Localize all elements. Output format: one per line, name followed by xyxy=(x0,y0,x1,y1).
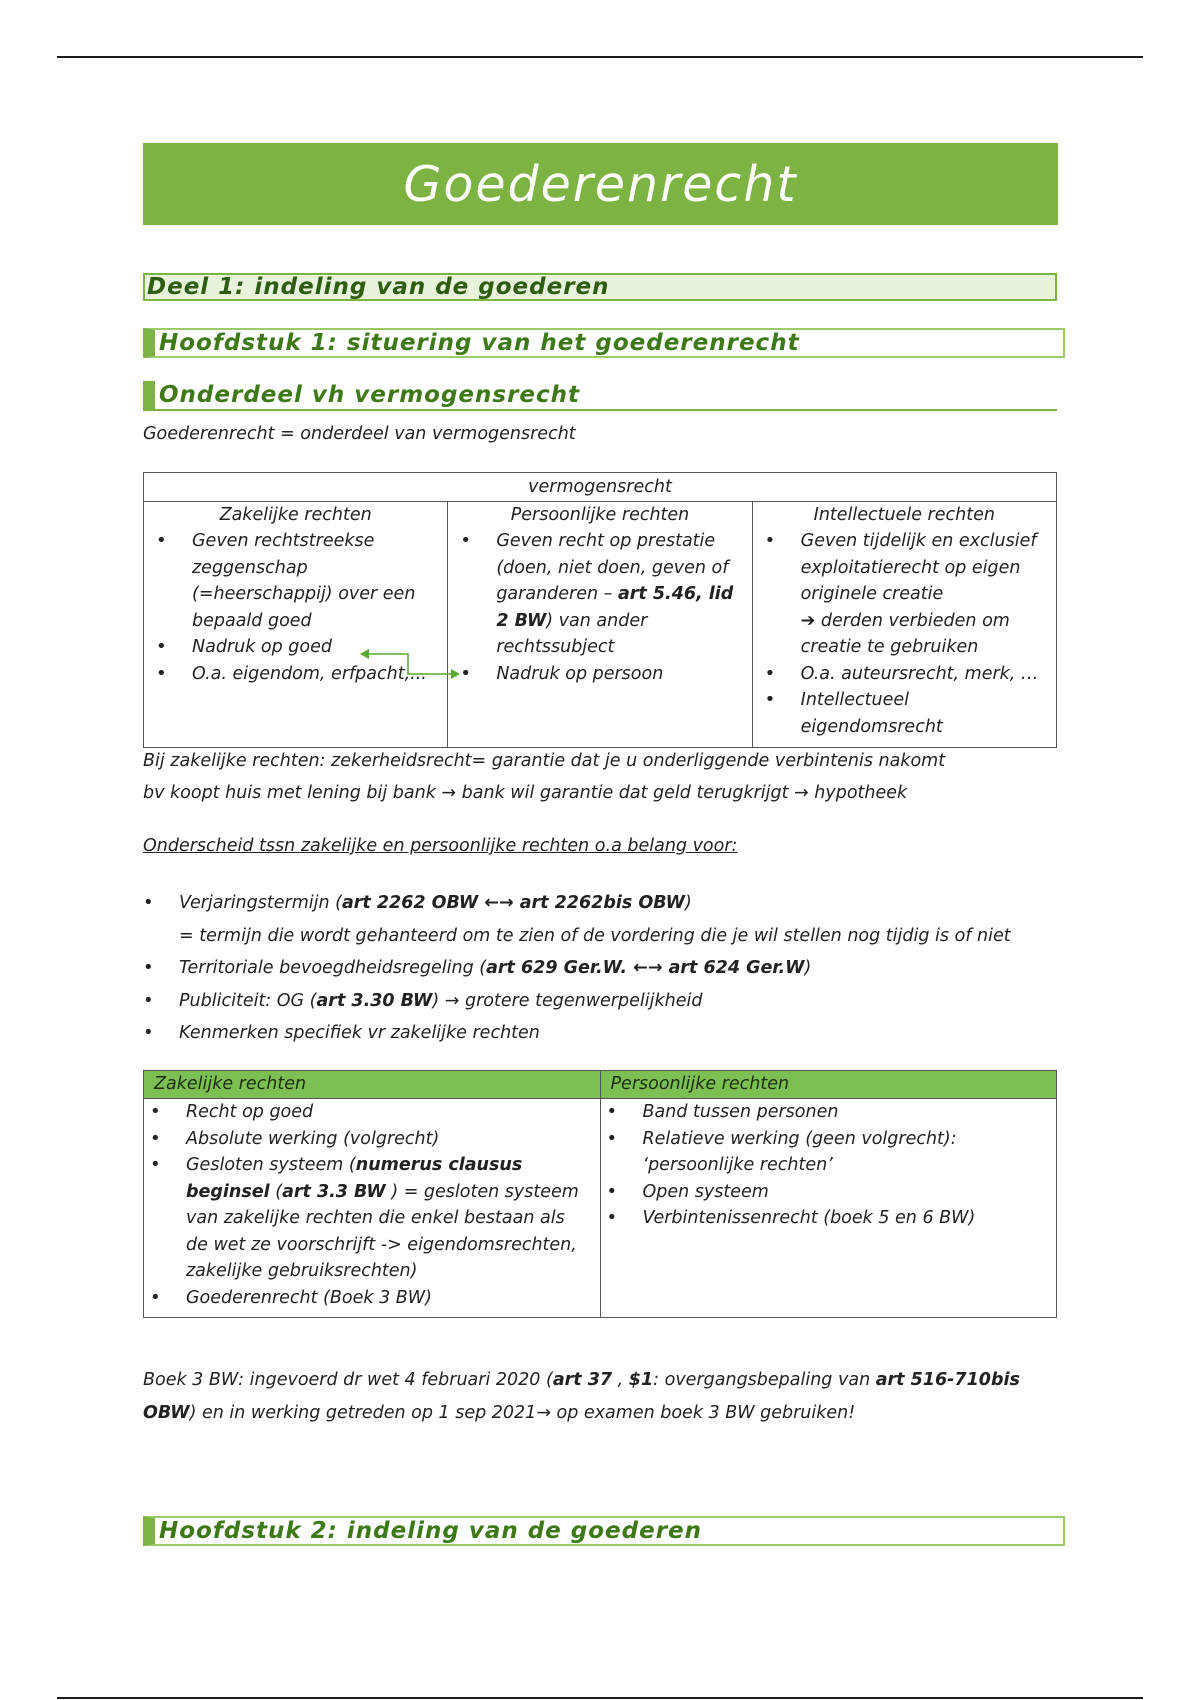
list-item: • Verjaringstermijn (art 2262 OBW ←→ art 2262bis OBW) xyxy=(143,887,1073,920)
onderscheid-label: Onderscheid tssn zakelijke en persoonlijke rechten o.a belang voor: xyxy=(143,836,738,856)
boek3-line-1: Boek 3 BW: ingevoerd dr wet 4 februari 2020 (art 37 , $1: overgangsbepaling van art 516-710bis xyxy=(143,1370,1020,1390)
list-item: • Territoriale bevoegdheidsregeling (art 629 Ger.W. ←→ art 624 Ger.W) xyxy=(143,952,1073,985)
list-item: • Publiciteit: OG (art 3.30 BW) → grotere tegenwerpelijkheid xyxy=(143,985,1073,1018)
list-item: • Geven recht op prestatie (doen, niet doen, geven of garanderen – art 5.46, lid 2 BW) van ander rechtssubject xyxy=(454,528,745,661)
list-item: • Nadruk op persoon xyxy=(454,661,745,688)
table-header: vermogensrecht xyxy=(144,473,1056,502)
column-header: Zakelijke rechten xyxy=(144,1071,600,1099)
section-heading: Onderdeel vh vermogensrecht xyxy=(143,381,1057,411)
part-heading: Deel 1: indeling van de goederen xyxy=(143,273,1057,301)
intro-text: Goederenrecht = onderdeel van vermogensrecht xyxy=(143,424,576,444)
list-item: • O.a. eigendom, erfpacht,... xyxy=(150,661,441,688)
col-persoonlijke-rechten xyxy=(448,502,752,748)
chapter-1-heading: Hoofdstuk 1: situering van het goederenrecht xyxy=(143,328,1065,358)
belang-list xyxy=(143,887,1073,1050)
column-header: Persoonlijke rechten xyxy=(601,1071,1057,1099)
list-item: • Relatieve werking (geen volgrecht): ‘persoonlijke rechten’ xyxy=(601,1126,1049,1179)
zekerheid-line-2: bv koopt huis met lening bij bank → bank wil garantie dat geld terugkrijgt → hypotheek xyxy=(143,783,908,803)
boek3-line-2: OBW) en in werking getreden op 1 sep 2021→ op examen boek 3 BW gebruiken! xyxy=(143,1403,856,1423)
list-item-continuation: = termijn die wordt gehanteerd om te zien of de vordering die je wil stellen nog tijdig is of niet xyxy=(179,925,1011,946)
list-item: • Geven tijdelijk en exclusief exploitatierecht op eigen originele creatie ➔ derden verbieden om creatie te gebruiken xyxy=(759,528,1050,661)
col-zakelijke xyxy=(144,1071,601,1317)
column-title: Persoonlijke rechten xyxy=(510,505,690,525)
list-item: • Absolute werking (volgrecht) xyxy=(144,1126,592,1153)
list-item: • Kenmerken specifiek vr zakelijke rechten xyxy=(143,1017,1073,1050)
document-title: Goederenrecht xyxy=(143,143,1058,225)
connector-arrow-icon xyxy=(360,647,460,687)
list-item: • Goederenrecht (Boek 3 BW) xyxy=(144,1285,592,1312)
list-item: • Intellectueel eigendomsrecht xyxy=(759,687,1050,740)
list-item: • O.a. auteursrecht, merk, … xyxy=(759,661,1050,688)
chapter-2-heading: Hoofdstuk 2: indeling van de goederen xyxy=(143,1516,1065,1546)
list-item: • Band tussen personen xyxy=(601,1099,1049,1126)
list-item: • Geven rechtstreekse zeggenschap (=heerschappij) over een bepaald goed xyxy=(150,528,441,634)
col-persoonlijke xyxy=(601,1071,1057,1317)
list-item: • Open systeem xyxy=(601,1179,1049,1206)
zekerheid-line-1: Bij zakelijke rechten: zekerheidsrecht= garantie dat je u onderliggende verbintenis nakomt xyxy=(143,751,946,771)
list-item: • Recht op goed xyxy=(144,1099,592,1126)
col-intellectuele-rechten xyxy=(753,502,1056,748)
bottom-rule xyxy=(57,1697,1143,1699)
list-item: • Gesloten systeem (numerus clausus beginsel (art 3.3 BW ) = gesloten systeem van zakelijke rechten die enkel bestaan als de wet ze voorschrijft -> eigendomsrechten, zakelijke gebruiksrechten) xyxy=(144,1152,592,1285)
column-title: Zakelijke rechten xyxy=(219,505,372,525)
comparison-table xyxy=(143,1070,1057,1318)
list-item: • Verbintenissenrecht (boek 5 en 6 BW) xyxy=(601,1205,1049,1232)
vermogensrecht-table xyxy=(143,472,1057,748)
top-rule xyxy=(57,56,1143,58)
column-title: Intellectuele rechten xyxy=(813,505,995,525)
col-zakelijke-rechten xyxy=(144,502,448,748)
list-item: • Nadruk op goed xyxy=(150,634,441,661)
